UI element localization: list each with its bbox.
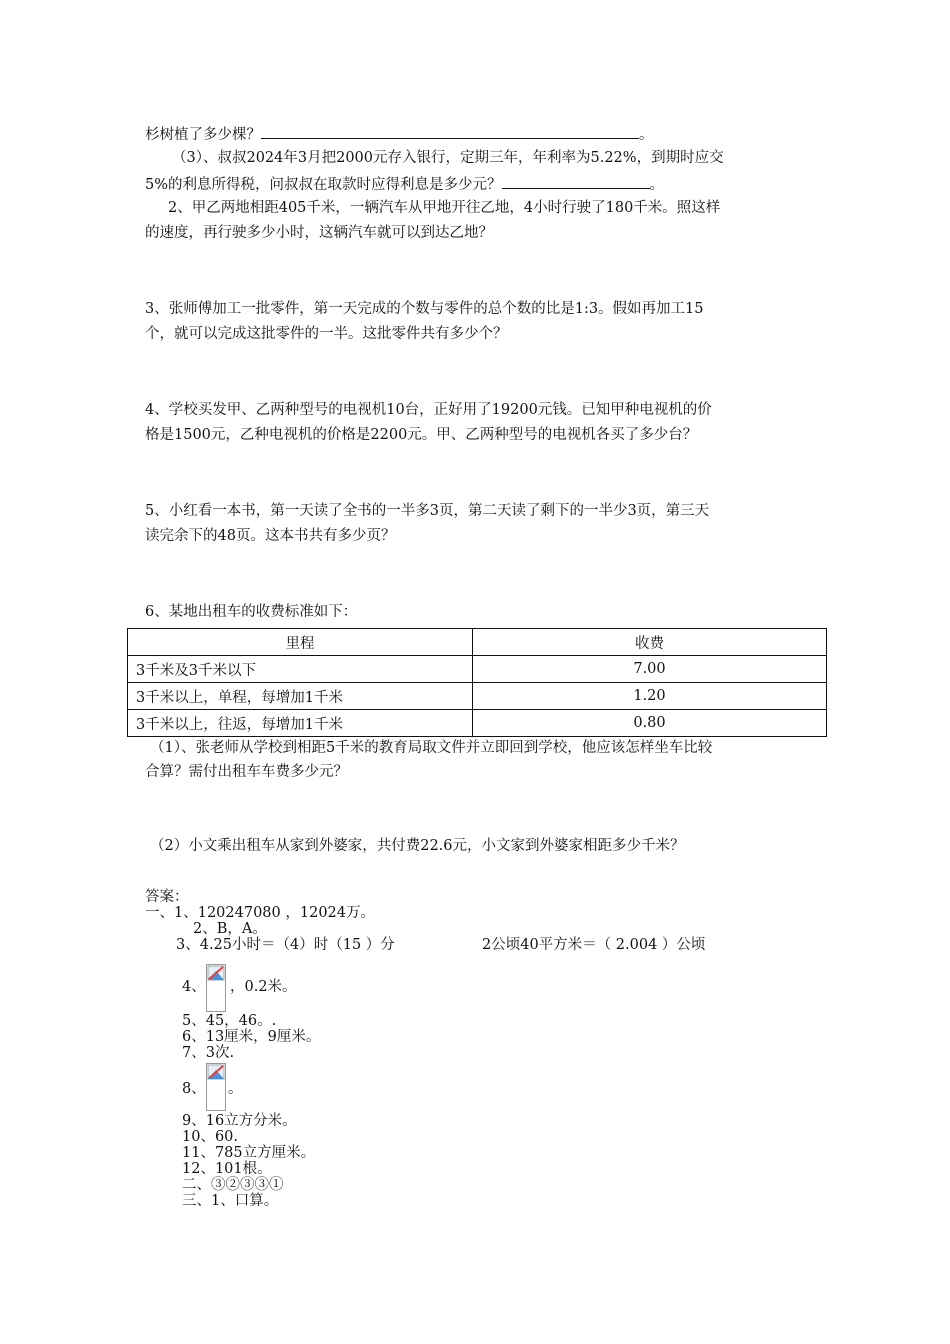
answer-line: 2、B，A。 bbox=[193, 921, 267, 937]
table-cell: 3千米以上，单程，每增加1千米 bbox=[128, 683, 473, 710]
taxi-fare-table bbox=[127, 628, 827, 737]
table-row bbox=[128, 683, 827, 710]
answer-line: ，0.2米。 bbox=[230, 979, 297, 995]
answer-line: 6、13厘米，9厘米。 bbox=[182, 1029, 321, 1045]
question-6-title: 6、某地出租车的收费标准如下： bbox=[145, 604, 358, 620]
column-header: 里程 bbox=[128, 629, 473, 656]
question-line: 5%的利息所得税，问叔叔在取款时应得利息是多少元？ 。 bbox=[145, 172, 664, 195]
answer-line: 一、1、120247080 ，12024万。 bbox=[145, 905, 375, 921]
question-3-line: 个，就可以完成这批零件的一半。这批零件共有多少个？ bbox=[145, 326, 508, 342]
answer-line: 10、60. bbox=[182, 1129, 239, 1145]
table-row bbox=[128, 710, 827, 737]
question-5-line: 读完余下的48页。这本书共有多少页？ bbox=[145, 528, 396, 544]
answers-title: 答案： bbox=[145, 889, 189, 905]
answer-line: 5、45，46。. bbox=[182, 1013, 277, 1029]
table-cell: 3千米以上，往返，每增加1千米 bbox=[128, 710, 473, 737]
answer-line: 2公顷40平方米＝（ 2.004 ）公顷 bbox=[482, 937, 706, 953]
answer-line: 4、 bbox=[182, 979, 206, 995]
question-6-sub1: （1）、张老师从学校到相距5千米的教育局取文件并立即回到学校，他应该怎样坐车比较 bbox=[150, 740, 713, 756]
question-4-line: 格是1500元，乙种电视机的价格是2200元。甲、乙两种型号的电视机各买了多少台？ bbox=[145, 427, 698, 443]
answer-line: 3、4.25小时＝（4）时（15 ）分 bbox=[176, 937, 395, 953]
answer-line: 12、101根。 bbox=[182, 1161, 272, 1177]
answer-line: 三、1、口算。 bbox=[182, 1193, 279, 1209]
table-cell: 3千米及3千米以下 bbox=[128, 656, 473, 683]
table-row bbox=[128, 656, 827, 683]
question-4-line: 4、学校买发甲、乙两种型号的电视机10台，正好用了19200元钱。已知甲种电视机的价 bbox=[145, 402, 712, 418]
answer-blank bbox=[261, 122, 639, 139]
table-cell: 7.00 bbox=[473, 656, 827, 683]
column-header: 收费 bbox=[473, 629, 827, 656]
answer-line: 。 bbox=[228, 1081, 243, 1097]
question-6-sub2: （2）小文乘出租车从家到外婆家，共付费22.6元，小文家到外婆家相距多少千米？ bbox=[150, 838, 685, 854]
question-3-line: 3、张师傅加工一批零件，第一天完成的个数与零件的总个数的比是1:3。假如再加工15 bbox=[145, 301, 704, 317]
question-2-line: 的速度，再行驶多少小时，这辆汽车就可以到达乙地？ bbox=[145, 225, 493, 241]
question-5-line: 5、小红看一本书，第一天读了全书的一半多3页，第二天读了剩下的一半少3页，第三天 bbox=[145, 503, 710, 519]
table-header-row bbox=[128, 629, 827, 656]
question-6-sub1: 合算？需付出租车车费多少元？ bbox=[145, 764, 348, 780]
question-2-line: 2、甲乙两地相距405千米，一辆汽车从甲地开往乙地，4小时行驶了180千米。照这样 bbox=[168, 200, 721, 216]
question-line: 杉树植了多少棵？ 。 bbox=[145, 122, 654, 145]
broken-image-icon bbox=[206, 1063, 226, 1111]
table-cell: 0.80 bbox=[473, 710, 827, 737]
answer-line: 8、 bbox=[182, 1081, 206, 1097]
table-cell: 1.20 bbox=[473, 683, 827, 710]
answer-line: 9、16立方分米。 bbox=[182, 1113, 297, 1129]
answer-line: 11、785立方厘米。 bbox=[182, 1145, 316, 1161]
question-line: （3）、叔叔2024年3月把2000元存入银行，定期三年，年利率为5.22%，到期时应交 bbox=[172, 150, 724, 166]
broken-image-icon bbox=[206, 964, 226, 1012]
answer-line: 二、③②③③① bbox=[182, 1177, 284, 1193]
answer-line: 7、3次. bbox=[182, 1045, 235, 1061]
answer-blank bbox=[502, 172, 650, 189]
